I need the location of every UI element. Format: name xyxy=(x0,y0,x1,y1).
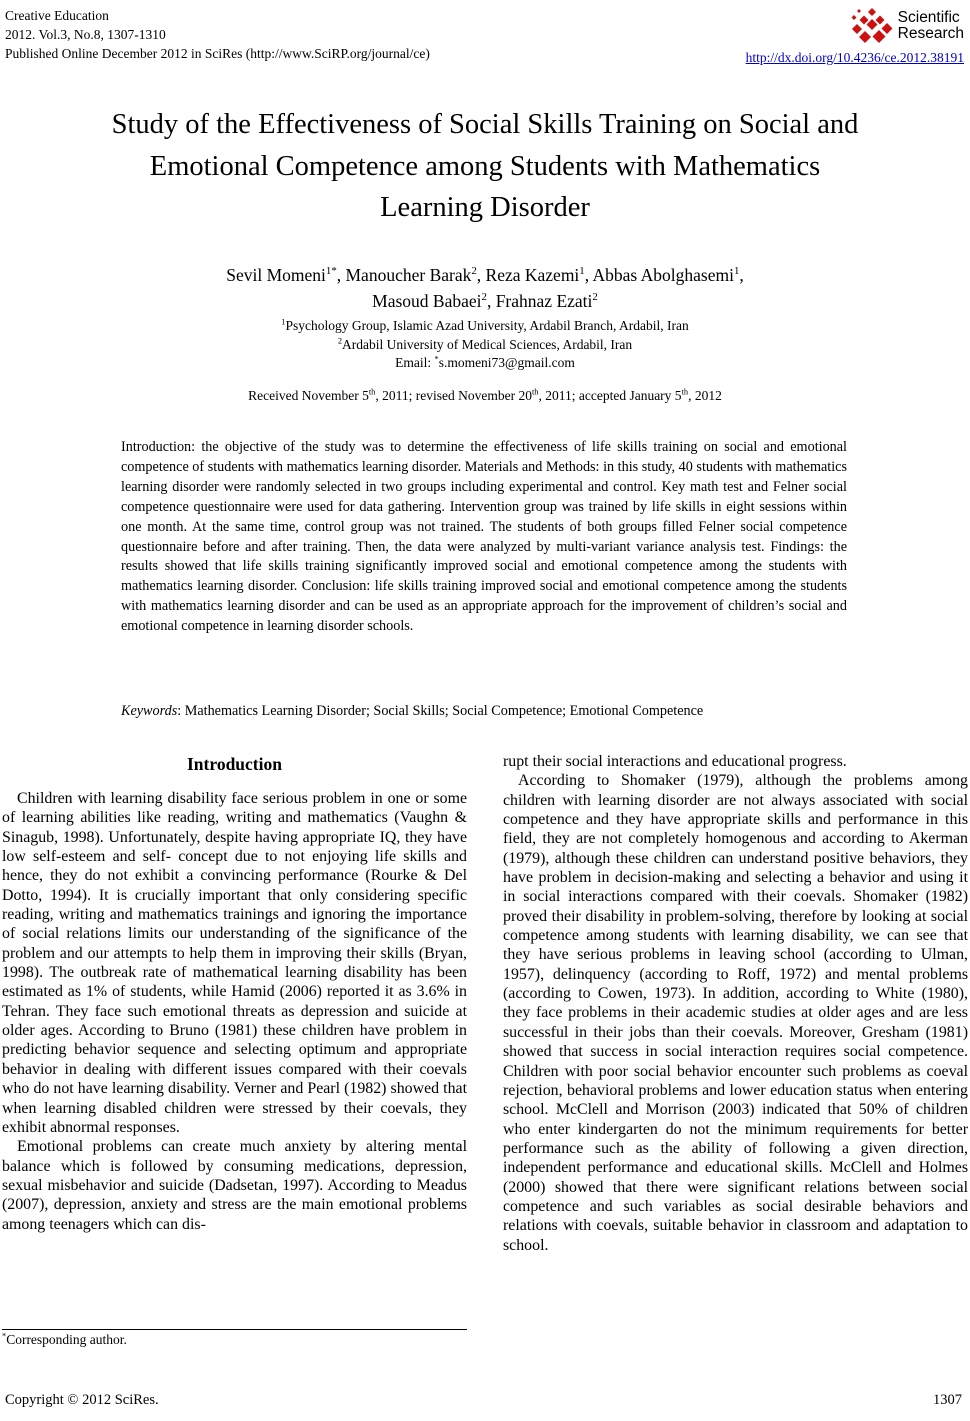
doi-line xyxy=(746,49,964,67)
body-paragraph: Emotional problems can create much anxiety by altering mental balance which is followed by consuming medications, depression, sexual misbehavior and suicide (Dadsetan, 1997). According to Meadus (2007), depression, anxiety and stress are the main emotional problems among teenagers which can dis- xyxy=(2,1138,467,1233)
journal-info xyxy=(5,6,430,63)
publisher-name: Scientific Research xyxy=(897,9,964,42)
keywords-text: : Mathematics Learning Disorder; Social Skills; Social Competence; Emotional Competence xyxy=(177,703,704,719)
affiliation-2: $^2$Ardabil University of Medical Sciences, Ardabil, Iran xyxy=(337,336,633,352)
journal-published-line: Published Online December 2012 in SciRes (http://www.SciRP.org/journal/ce) xyxy=(5,46,430,61)
body-paragraph: rupt their social interactions and educational progress. xyxy=(503,753,847,770)
journal-issue: 2012. Vol.3, No.8, 1307-1310 xyxy=(5,27,166,42)
publisher-block xyxy=(746,6,964,67)
abstract: Introduction: the objective of the study was to determine the effectiveness of life skills training on social and emotional competence of students with mathematics learning disorder. Materials and Methods: in this study, 40 students with mathematics learning disorder were randomly selected in two groups including experimental and control. Key math test and Felner social competence questionnaire were used for data gathering. Intervention group was trained by life skills in eight sessions within one month. At the same time, control group was not trained. The students of both groups filled Felner social competence questionnaire before and after training. Then, the data were analyzed by multi-variant variance analysis test. Findings: the results showed that life skills training significantly improved social and emotional competence among the students with mathematics learning disorder. Conclusion: life skills training improved social and emotional competence among the students with mathematics learning disorder and can be used as an appropriate approach for the improvement of children’s social and emotional competence in learning disorder schools. xyxy=(121,439,847,635)
page-header xyxy=(5,6,964,67)
body-paragraph: According to Shomaker (1979), although the problems among children with learning disorder are not always associated with social competence and they have appropriate skills and performance in this field, they are not completely homogenous and according to Akerman (1979), although these children can understand positive behaviors, they have problem in decision-making and selecting a behavior and using it in social interactions compared with their coevals. Shomaker (1982) proved their disability in problem-solving, therefore by looking at social competence among students with learning disability, we can see that they have serious problems in leaving school (according to Ulman, 1957), delinquency (according to Roff, 1972) and mental problems (according to Cowen, 1973). In addition, according to White (1980), they face problems in their academic studies at older ages and are less successful in their jobs than their coevals. Moreover, Gresham (1981) showed that success in social interaction requires social competence. Children with poor social behavior encounter such problems as coeval rejection, behavioral problems and lower education status when entering school. McClell and Morrison (2003) indicated that 50% of children who enter kindergarten do not the minimum requirements for better performance such as the ability of following a given direction, independent performance and educational skills. McClell and Holmes (2000) showed that there were significant relations between social competence and such variables as social desirable behaviors and relations with coevals, suitable behavior in classroom and adaptation to school. xyxy=(503,772,968,1254)
copyright-notice: Copyright © 2012 SciRes. xyxy=(5,1392,159,1408)
page-number: 1307 xyxy=(933,1392,962,1408)
authors-block xyxy=(0,262,970,373)
author-email: Email: *s.momeni73@gmail.com xyxy=(395,354,575,370)
author-names-line1: Sevil Momeni$^{1*}$, Manoucher Barak$^2$, Reza Kazemi$^1$, Abbas Abolghasemi$^1$, xyxy=(226,265,744,285)
journal-name: Creative Education xyxy=(5,8,109,23)
affiliation-1: $^1$Psychology Group, Islamic Azad University, Ardabil Branch, Ardabil, Iran xyxy=(281,317,689,333)
body-paragraph: Children with learning disability face serious problem in one or some of learning abilities like reading, writing and mathematics (Vaughn & Sinagub, 1998). Unfortunately, despite having appropriate IQ, they have low self-esteem and self- concept due to not enjoying life skills and hence, they do not exhibit a convincing performance (Rourke & Del Dotto, 1994). It is crucially important that only considering specific reading, writing and mathematics trainings and ignoring the importance of social relations limits our understanding of the significance of the problem and our attempts to help them in improving their skills (Bryan, 1998). The outbreak rate of mathematical learning disability has been estimated as 1% of students, while Hamid (2006) reported it as 3.6% in Tehran. They face such emotional threats as depression and suicide at older ages. According to Bruno (1981) these children have problem in predicting behavior sequence and selecting optimum and appropriate behavior in dealing with different issues compared with their coevals who do not have learning disability. Verner and Pearl (1982) showed that when learning disabled children were stressed by their coevals, they exhibit abnormal responses. xyxy=(2,790,467,1136)
page-title: Study of the Effectiveness of Social Skills Training on Social and Emotional Competence among Students with Mathematics Learning Disorder xyxy=(111,109,859,223)
author-names-line2: Masoud Babaei$^2$, Frahnaz Ezati$^2$ xyxy=(372,291,598,311)
email-address: s.momeni73@gmail.com xyxy=(438,355,575,370)
right-column xyxy=(503,752,968,1364)
left-column xyxy=(2,752,467,1364)
section-heading-introduction: Introduction xyxy=(187,754,282,774)
page-footer xyxy=(5,1392,962,1409)
publisher-logo xyxy=(746,6,964,46)
affiliations xyxy=(0,317,970,373)
corresponding-author-footnote: *Corresponding author. xyxy=(2,1329,467,1348)
keywords-label: Keywords xyxy=(121,703,178,719)
doi-link[interactable]: http://dx.doi.org/10.4236/ce.2012.38191 xyxy=(745,50,964,65)
body-columns xyxy=(2,752,968,1364)
received-dates-line: Received November 5th, 2011; revised November 20th, 2011; accepted January 5th, 2012 xyxy=(248,387,722,403)
scientific-research-logo-icon xyxy=(850,6,894,46)
keywords-line xyxy=(121,703,847,720)
